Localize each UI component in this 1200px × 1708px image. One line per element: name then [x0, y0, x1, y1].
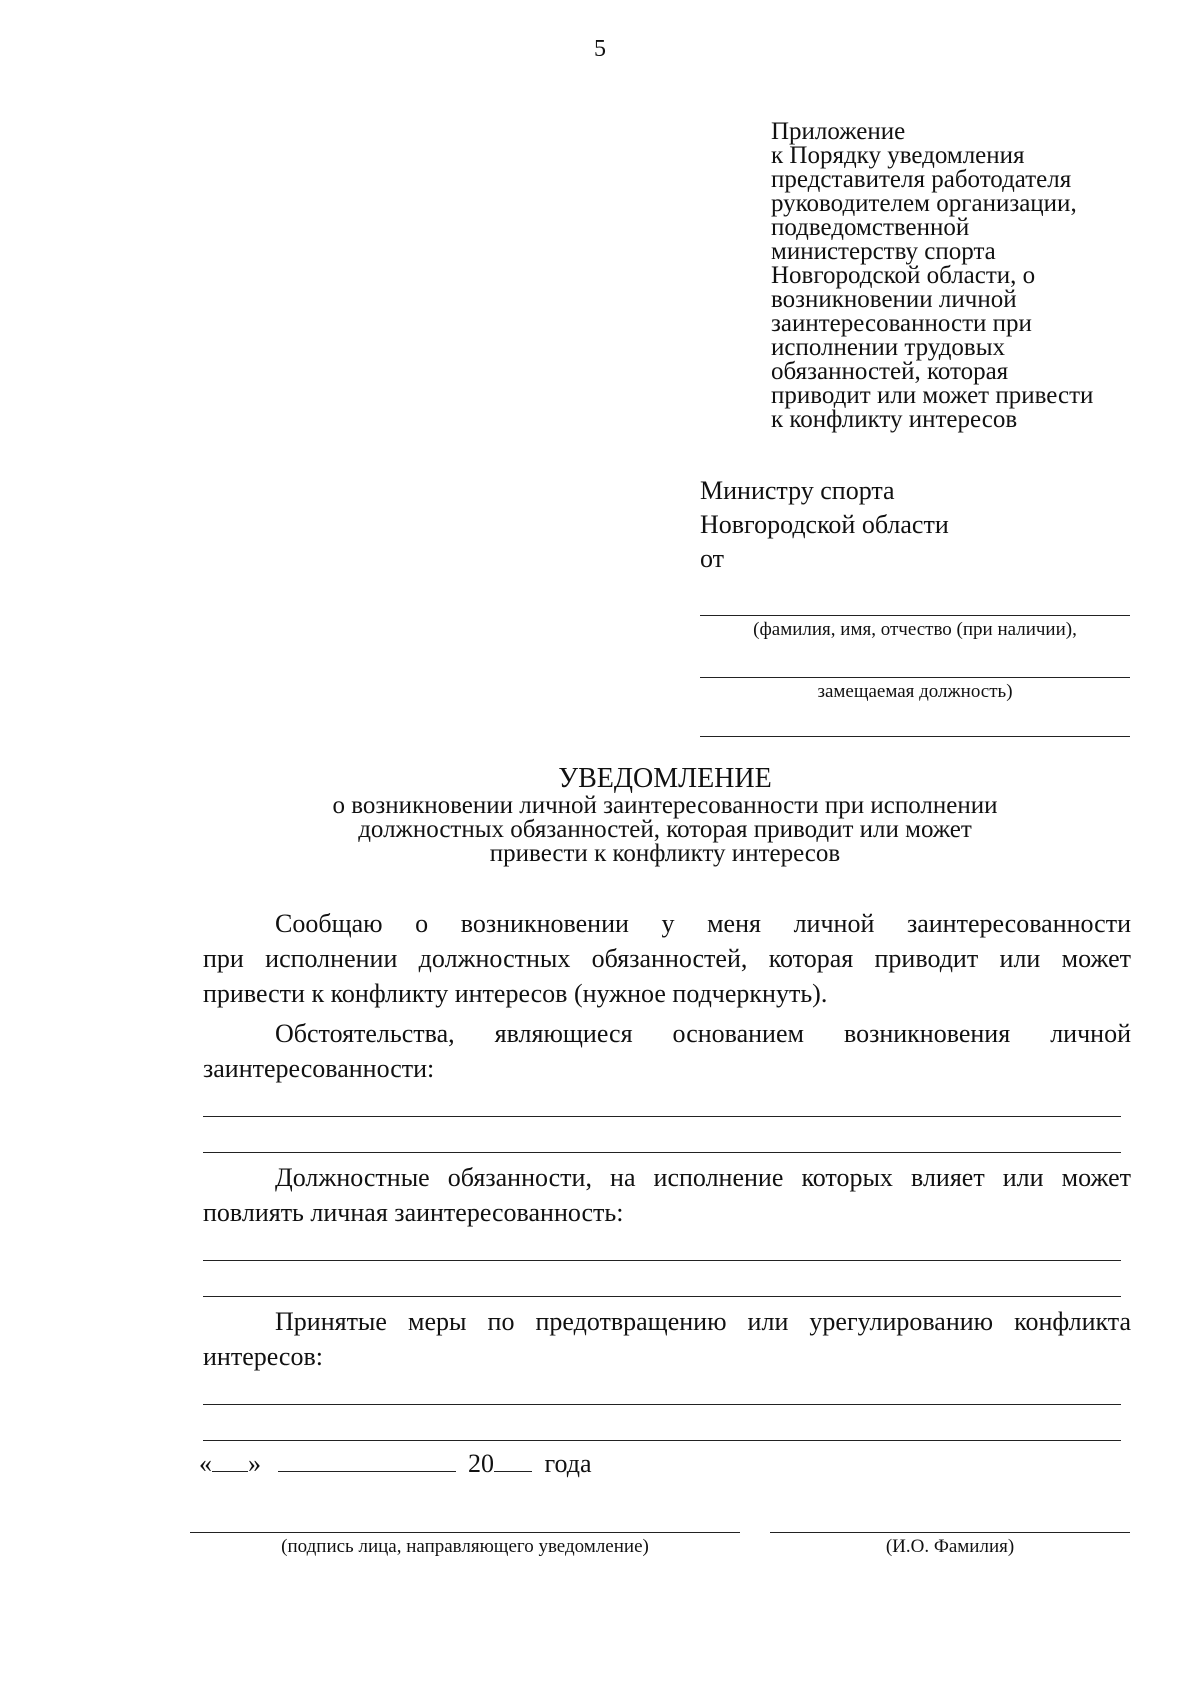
notice-title: УВЕДОМЛЕНИЕ — [558, 763, 772, 794]
date-year-word: года — [544, 1449, 592, 1478]
paragraph-circumstances — [203, 1016, 1131, 1086]
appendix-line: подведомственной — [771, 214, 970, 241]
appendix-line: руководителем организации, — [771, 190, 1077, 217]
appendix-line: обязанностей, которая — [771, 358, 1009, 385]
appendix-line: Новгородской области, о — [771, 262, 1036, 289]
circumstances-fill-line[interactable] — [203, 1116, 1121, 1117]
paragraph-line: Сообщаю о возникновении у меня личной заинтересованности — [275, 909, 1131, 938]
full-name-caption: (И.О. Фамилия) — [885, 1536, 1015, 1557]
paragraph-line: при исполнении должностных обязанностей, которая приводит или может — [203, 944, 1131, 973]
extra-fill-line[interactable] — [700, 736, 1130, 737]
name-fill-line[interactable] — [700, 615, 1130, 616]
appendix-line: заинтересованности при — [771, 310, 1032, 337]
date-open-quote: « — [199, 1449, 212, 1478]
date-line — [199, 1447, 592, 1479]
appendix-heading — [771, 120, 1171, 432]
date-century: 20 — [468, 1449, 494, 1478]
paragraph-line: Обстоятельства, являющиеся основанием возникновения личной — [275, 1019, 1131, 1048]
duties-fill-line[interactable] — [203, 1260, 1121, 1261]
notice-subtitle-line: должностных обязанностей, которая приводит или может — [358, 816, 972, 843]
signature-fill-line[interactable] — [190, 1532, 740, 1533]
date-close-quote: » — [248, 1449, 261, 1478]
appendix-line: к Порядку уведомления — [771, 142, 1025, 169]
notice-subtitle-line: привести к конфликту интересов — [489, 840, 841, 867]
page-number: 5 — [594, 36, 606, 62]
appendix-line: исполнении трудовых — [771, 334, 1006, 361]
addressee-from: от — [700, 544, 725, 573]
addressee-line: Министру спорта — [700, 476, 895, 505]
paragraph-line: Принятые меры по предотвращению или урегулированию конфликта — [275, 1307, 1131, 1336]
appendix-line: приводит или может привести — [771, 382, 1094, 409]
measures-fill-line[interactable] — [203, 1440, 1121, 1441]
notice-subtitle-line: о возникновении личной заинтересованности при исполнении — [332, 792, 998, 819]
paragraph-line: Должностные обязанности, на исполнение которых влияет или может — [275, 1163, 1131, 1192]
measures-fill-line[interactable] — [203, 1404, 1121, 1405]
notice-title-block — [200, 764, 1130, 866]
paragraph-line: заинтересованности: — [203, 1054, 435, 1083]
duties-fill-line[interactable] — [203, 1296, 1121, 1297]
appendix-line: Приложение — [771, 118, 906, 145]
appendix-line: к конфликту интересов — [771, 406, 1018, 433]
appendix-line: представителя работодателя — [771, 166, 1072, 193]
paragraph-line: привести к конфликту интересов (нужное подчеркнуть). — [203, 979, 828, 1008]
appendix-line: министерству спорта — [771, 238, 996, 265]
paragraph-report — [203, 906, 1131, 1011]
full-name-fill-line[interactable] — [770, 1532, 1130, 1533]
position-fill-line[interactable] — [700, 677, 1130, 678]
addressee-block — [700, 474, 949, 576]
paragraph-duties — [203, 1160, 1131, 1230]
day-fill-blank[interactable] — [212, 1447, 248, 1472]
signature-caption: (подпись лица, направляющего уведомление) — [281, 1536, 649, 1557]
position-caption: замещаемая должность) — [817, 681, 1013, 702]
name-caption: (фамилия, имя, отчество (при наличии), — [753, 619, 1077, 640]
paragraph-line: интересов: — [203, 1342, 323, 1371]
circumstances-fill-line[interactable] — [203, 1152, 1121, 1153]
paragraph-measures — [203, 1304, 1131, 1374]
paragraph-line: повлиять личная заинтересованность: — [203, 1198, 624, 1227]
year-fill-blank[interactable] — [494, 1447, 532, 1472]
appendix-line: возникновении личной — [771, 286, 1017, 313]
addressee-line: Новгородской области — [700, 510, 949, 539]
month-fill-blank[interactable] — [278, 1447, 456, 1472]
